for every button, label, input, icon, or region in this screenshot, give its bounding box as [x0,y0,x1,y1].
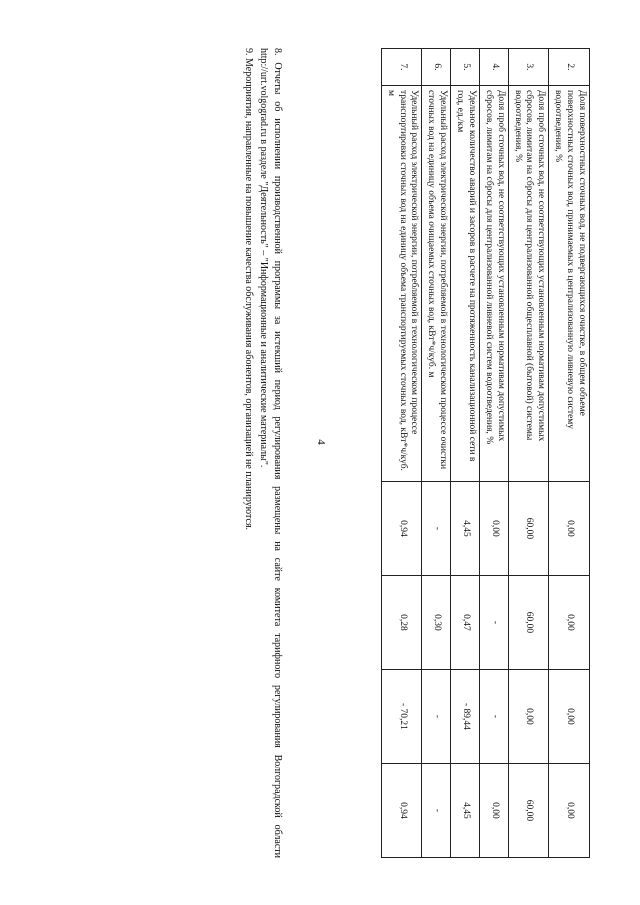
table-row [381,49,422,858]
row-number: 4. [480,49,509,86]
indicator-value: 0,00 [508,669,549,763]
indicator-value: 60,00 [508,482,549,576]
indicator-value: 0,30 [422,575,451,669]
table-row [508,49,549,858]
table-row [422,49,451,858]
indicator-value: 0,00 [480,763,509,857]
row-number: 3. [508,49,549,86]
indicator-value: - [422,763,451,857]
indicator-description: Доля проб сточных вод, не соответствующих установленным нормативам допустимых сбросов, лимитам на сбросы для централизованной ливневой систем водоотведения, % [480,85,509,481]
table-row [480,49,509,858]
indicator-value: 4,45 [451,763,480,857]
indicator-value: 0,00 [549,763,590,857]
indicator-value: 4,45 [451,482,480,576]
indicator-description: Удельный расход электрической энергии, потребляемой в технологическом процессе очистки сточных вод на единицу объема очищаемых сточных вод, кВт*ч/куб. м [422,85,451,481]
indicator-value: 60,00 [508,575,549,669]
row-number: 7. [381,49,422,86]
indicator-value: 0,00 [480,482,509,576]
indicator-value: 0,00 [549,669,590,763]
indicators-table [381,48,590,858]
row-number: 2. [549,49,590,86]
indicator-value: 0,00 [549,575,590,669]
page-number: 4 [315,439,327,445]
indicator-value: 60,00 [508,763,549,857]
indicator-description: Удельный расход электрической энергии, потребляемой в технологическом процессе транспортировки сточных вод на единицу объема транспортируемых сточных вод, кВт*ч/куб. м [381,85,422,481]
indicator-value: - 70,21 [381,669,422,763]
indicator-value: - [422,482,451,576]
indicator-value: - [480,575,509,669]
note-9: 9. Мероприятия, направленные на повышение качества обслуживания абонентов, организацией не планируются. [243,48,254,531]
indicator-description: Доля проб сточных вод, не соответствующих установленным нормативам допустимых сбросов, лимитам на сбросы для централизованной общесплавной (бытовой) системы водоотведения, % [508,85,549,481]
indicator-value: 0,47 [451,575,480,669]
row-number: 5. [451,49,480,86]
notes [240,48,285,858]
indicator-description: Удельное количество аварий и засоров в расчете на протяженность канализационной сети в год, ед./км [451,85,480,481]
indicator-description: Доля поверхностных сточных вод, не подвергающихся очистке, в общем объеме поверхностных сточных вод, принимаемых в централизованную ливневую систему водоотведения, % [549,85,590,481]
table-row [451,49,480,858]
indicator-value: - [422,669,451,763]
indicator-value: 0,28 [381,575,422,669]
indicator-value: 0,94 [381,482,422,576]
table-row [549,49,590,858]
indicator-value: 0,94 [381,763,422,857]
indicator-value: - [480,669,509,763]
indicator-value: - 89,44 [451,669,480,763]
note-8: 8. Отчеты об исполнении производственной программы за истекший период регулирования размещены на сайте комитета тарифного регулирования Волгоградской области http://urt.volgograd.ru в разделе "Деятельность" – "Информационные и аналитические материалы". [258,48,283,858]
row-number: 6. [422,49,451,86]
indicator-value: 0,00 [549,482,590,576]
rotated-content [40,48,590,858]
